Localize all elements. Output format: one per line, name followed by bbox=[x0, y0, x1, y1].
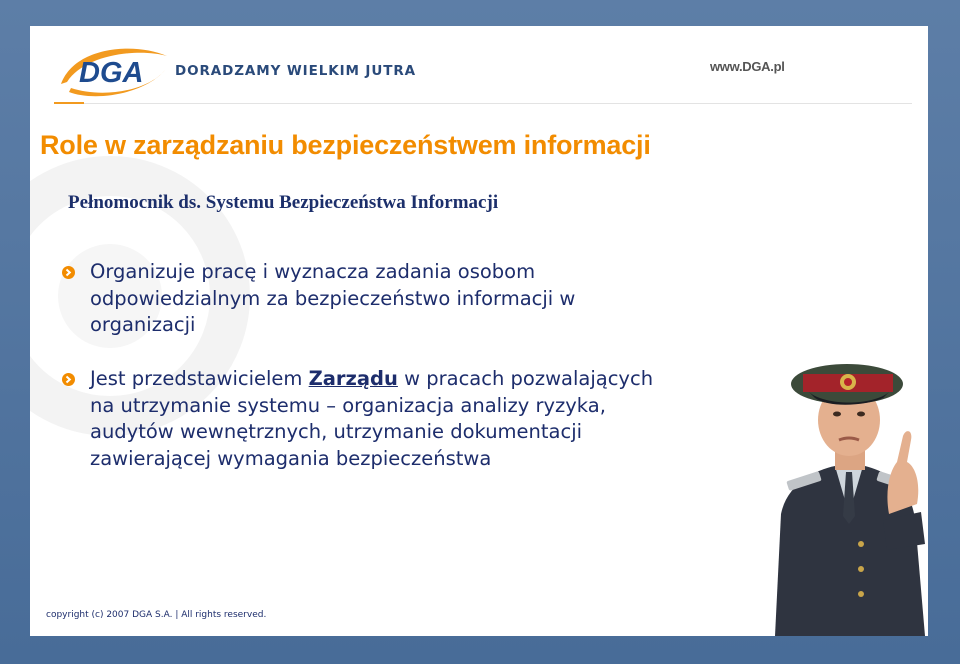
bullet-text-before: Jest przedstawicielem bbox=[90, 367, 309, 390]
orange-chevron-icon bbox=[62, 373, 75, 386]
footer-copyright: copyright (c) 2007 DGA S.A. | All rights reserved. bbox=[46, 610, 267, 620]
bullet-text-after: w pracach pozwalających na utrzymanie systemu – organizacja analizy ryzyka, audytów wewnętrznych, utrzymanie dokumentacji zawierającej wymagania bezpieczeństwa bbox=[90, 367, 654, 470]
slide bbox=[30, 26, 928, 636]
header-divider bbox=[54, 103, 912, 104]
tagline: DORADZAMY WIELKIM JUTRA bbox=[175, 63, 416, 79]
bullet-item bbox=[62, 259, 682, 339]
bullet-item bbox=[62, 366, 682, 472]
dga-logo bbox=[55, 40, 173, 100]
header-accent bbox=[54, 102, 84, 104]
website-link[interactable]: www.DGA.pl bbox=[710, 59, 785, 74]
slide-subtitle: Pełnomocnik ds. Systemu Bezpieczeństwa Informacji bbox=[68, 192, 499, 213]
bullet-text bbox=[90, 366, 682, 472]
bullet-emphasis: Zarządu bbox=[308, 367, 398, 390]
orange-chevron-icon bbox=[62, 266, 75, 279]
officer-illustration bbox=[765, 344, 928, 636]
officer-photo bbox=[765, 344, 928, 636]
logo-text: DGA bbox=[79, 57, 144, 89]
dga-logo-icon bbox=[55, 40, 173, 100]
bullet-text: Organizuje pracę i wyznacza zadania osobom odpowiedzialnym za bezpieczeństwo informacji w organizacji bbox=[90, 260, 576, 336]
slide-title: Role w zarządzaniu bezpieczeństwem informacji bbox=[40, 130, 651, 160]
